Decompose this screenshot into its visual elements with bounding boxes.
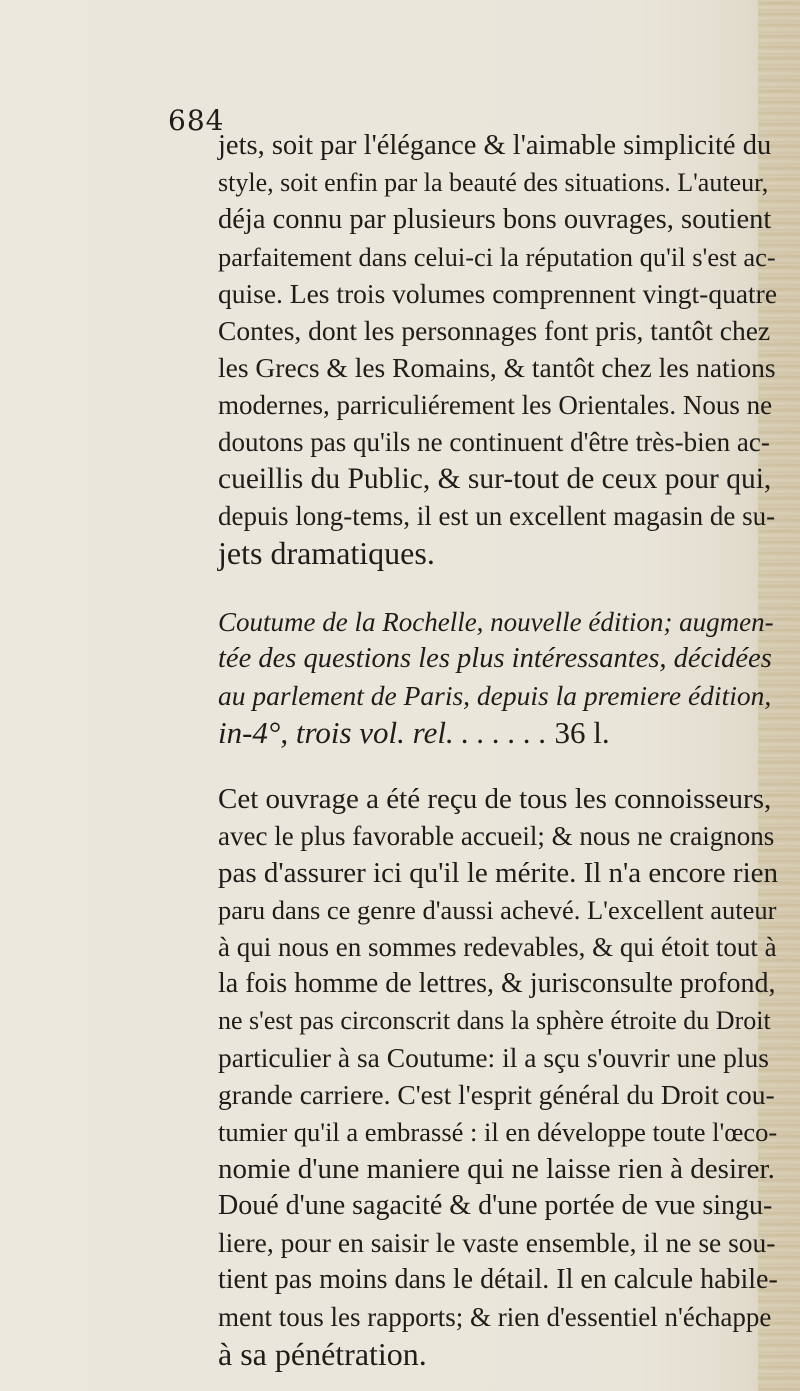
text-line: tumier qu'il a embrassé : il en développe toute l'œco- — [218, 1117, 778, 1147]
text-line: paru dans ce genre d'aussi achevé. L'excellent auteur — [218, 895, 777, 925]
text-line: nomie d'une maniere qui ne laisse rien à desirer. — [218, 1153, 775, 1185]
entry-title-line: au parlement de Paris, depuis la premiere édition, — [218, 680, 772, 711]
text-line: les Grecs & les Romains, & tantôt chez les nations — [218, 352, 776, 383]
entry-title-line: tée des questions les plus intéressantes, décidées — [218, 643, 772, 674]
text-line: grande carriere. C'est l'esprit général du Droit cou- — [218, 1079, 775, 1110]
entry-format-line — [218, 715, 610, 751]
text-line: parfaitement dans celui-ci la réputation qu'il s'est ac- — [218, 242, 776, 272]
text-line: à qui nous en sommes redevables, & qui étoit tout à — [218, 932, 777, 962]
text-line: jets, soit par l'élégance & l'aimable simplicité du — [218, 130, 772, 161]
text-line: déja connu par plusieurs bons ouvrages, soutient — [218, 204, 772, 235]
entry-format: in-4°, trois vol. rel. . . . . . . — [218, 715, 547, 750]
text-line: la fois homme de lettres, & jurisconsulte profond, — [218, 968, 776, 999]
text-line: liere, pour en saisir le vaste ensemble, il ne se sou- — [218, 1227, 776, 1258]
text-line: Cet ouvrage a été reçu de tous les connoisseurs, — [218, 783, 772, 815]
entry-title-line: Coutume de la Rochelle, nouvelle édition; augmen- — [218, 607, 774, 637]
text-line: Doué d'une sagacité & d'une portée de vue singu- — [218, 1190, 773, 1221]
text-line: particulier à sa Coutume: il a sçu s'ouvrir une plus — [218, 1042, 770, 1073]
text-line: pas d'assurer ici qu'il le mérite. Il n'a encore rien — [218, 857, 779, 889]
text-line: ment tous les rapports; & rien d'essentiel n'échappe — [218, 1302, 772, 1332]
text-line: à sa pénétration. — [218, 1336, 427, 1372]
text-line: modernes, parriculiérement les Orientales. Nous ne — [218, 390, 773, 420]
entry-price: 36 l. — [554, 715, 610, 750]
text-line: jets dramatiques. — [218, 535, 435, 571]
text-line: depuis long-tems, il est un excellent magasin de su- — [218, 501, 776, 531]
text-line: Contes, dont les personnages font pris, tantôt chez — [218, 315, 771, 346]
text-line: style, soit enfin par la beauté des situations. L'auteur, — [218, 168, 769, 197]
text-line: doutons pas qu'ils ne continuent d'être très-bien ac- — [218, 427, 770, 457]
text-line: tient pas moins dans le détail. Il en calcule habile- — [218, 1264, 778, 1295]
text-line: avec le plus favorable accueil; & nous ne craignons — [218, 821, 775, 851]
text-line: ne s'est pas circonscrit dans la sphère étroite du Droit — [218, 1006, 771, 1035]
page-number: 684 — [168, 104, 225, 137]
text-line: cueillis du Public, & sur-tout de ceux pour qui, — [218, 463, 772, 495]
text-line: quise. Les trois volumes comprennent vingt-quatre — [218, 278, 778, 309]
